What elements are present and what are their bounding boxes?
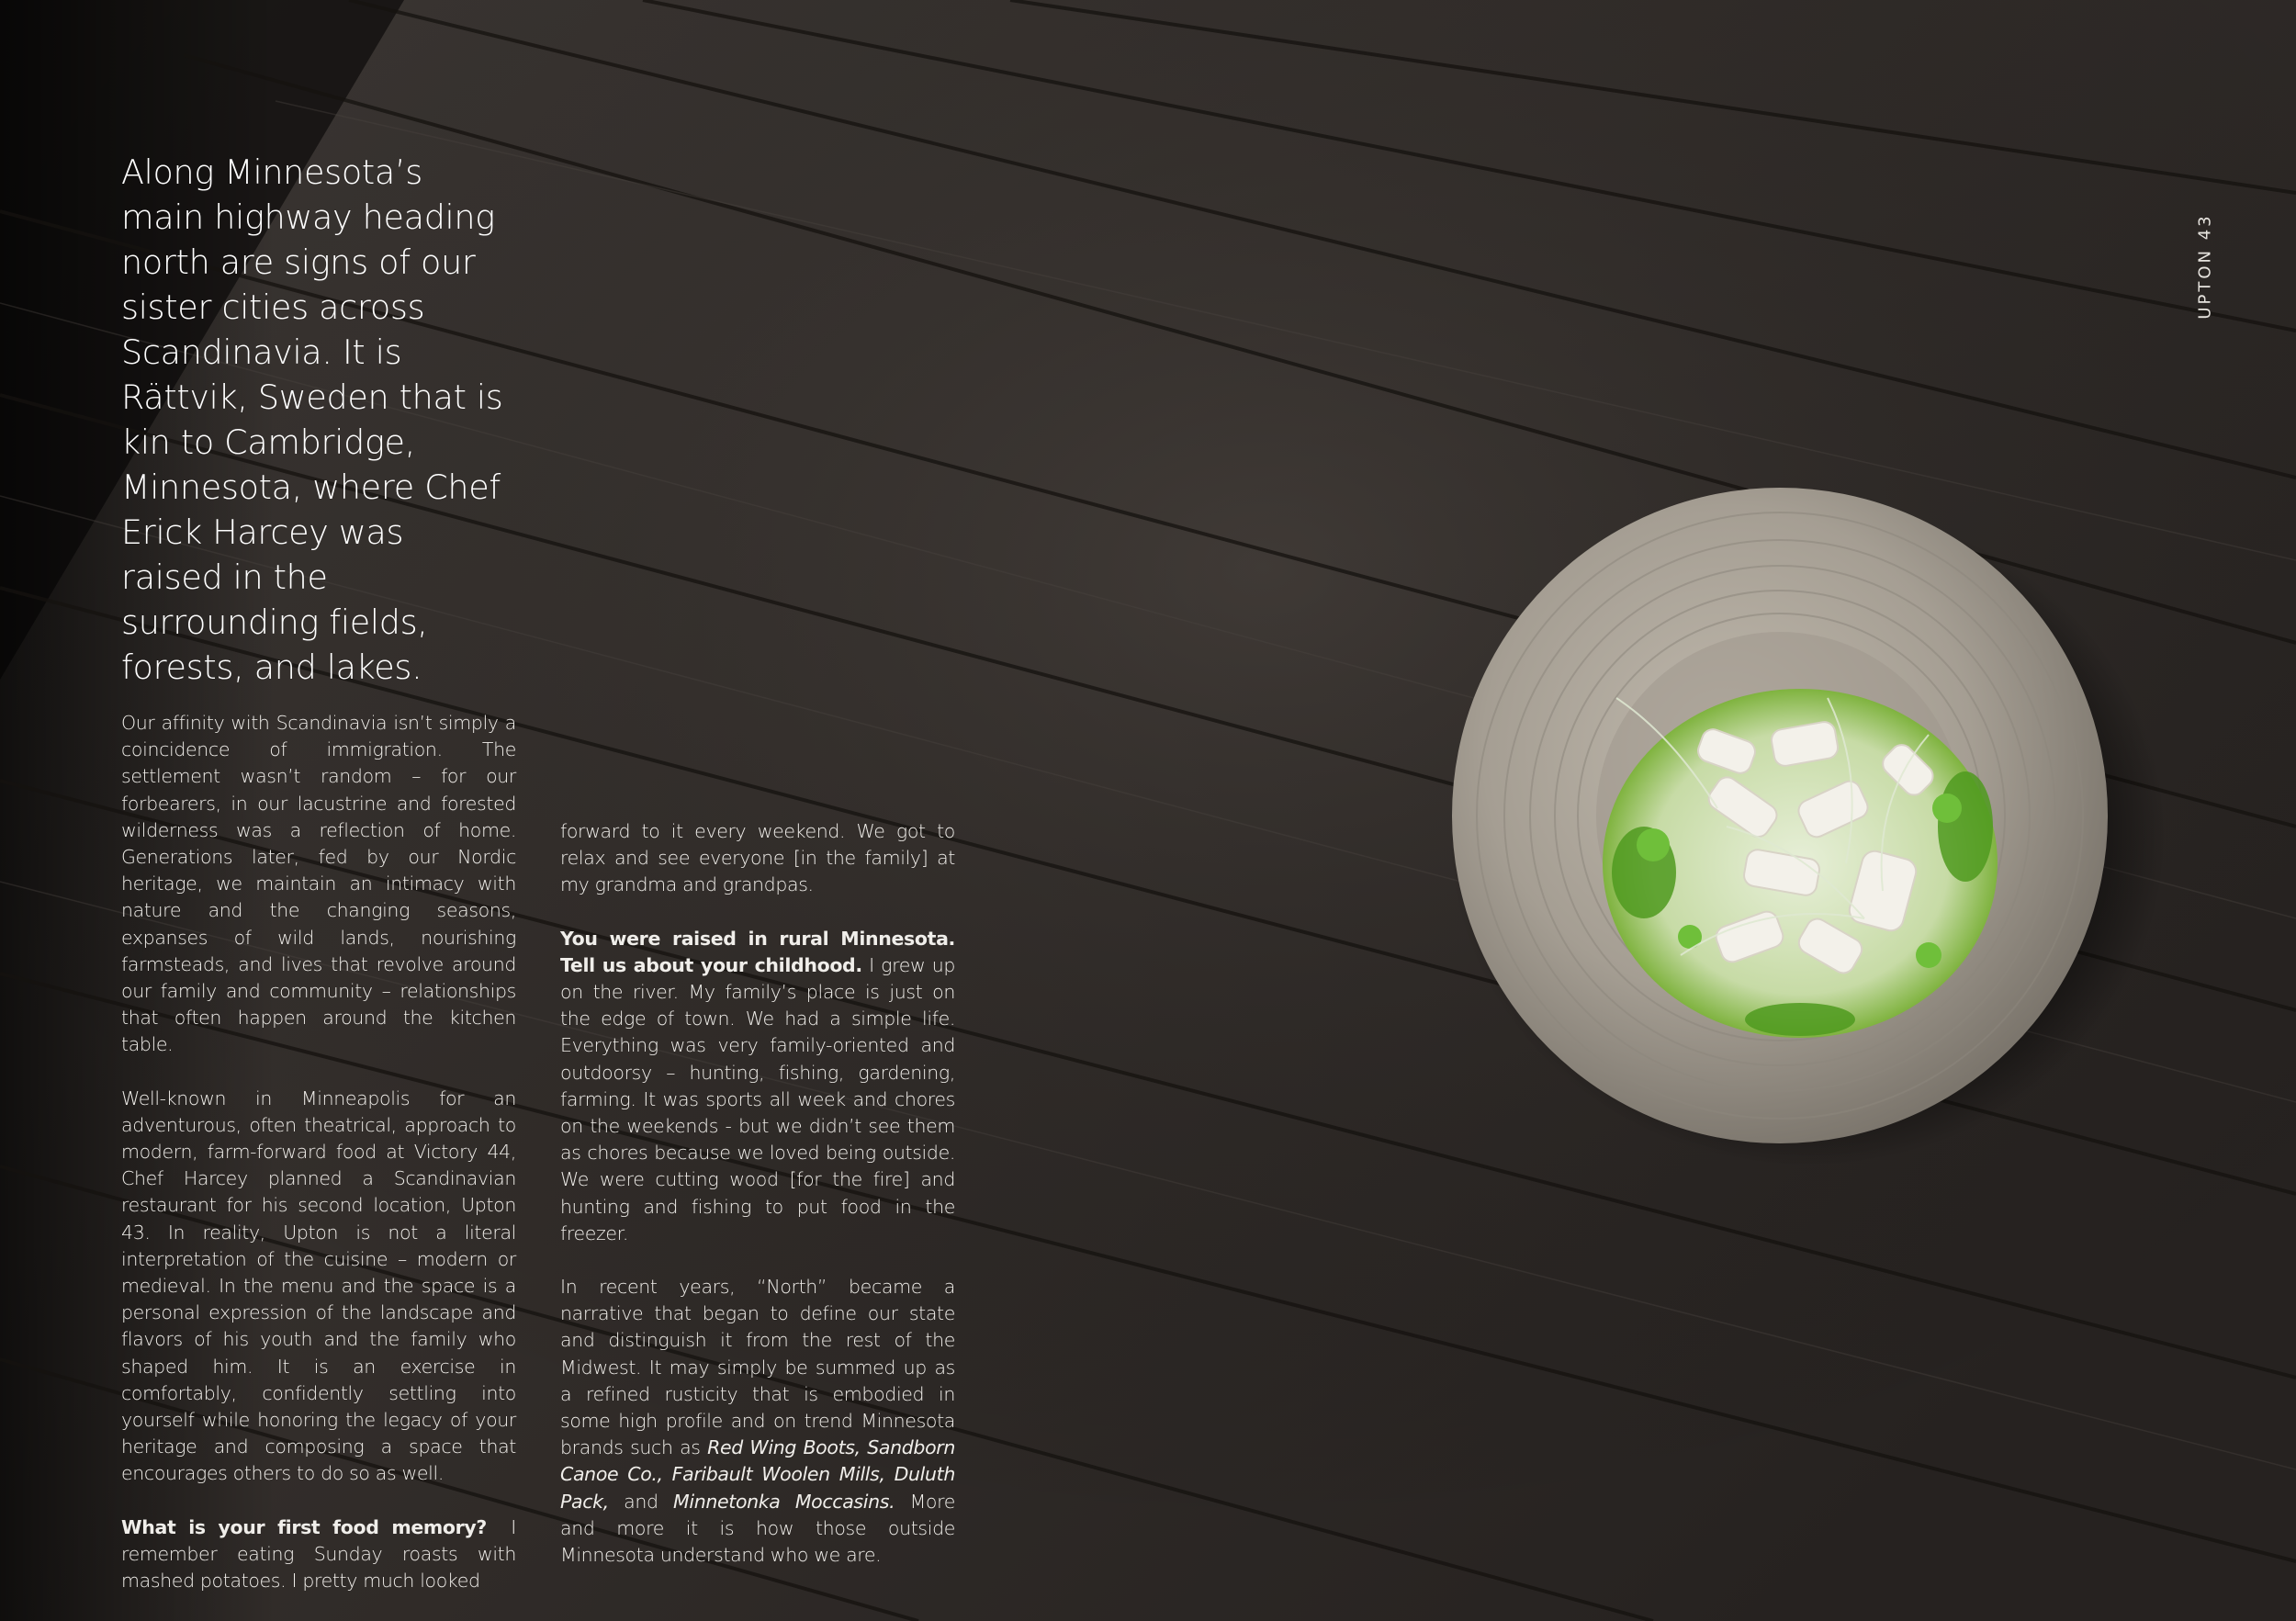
interview-question: What is your first food memory? xyxy=(121,1515,487,1538)
interview-question: You were raised in rural Minnesota. Tell us about your childhood. xyxy=(560,927,955,976)
body-text: More and more it is how those outside Minnesota understand who we are. xyxy=(560,1490,955,1567)
brand-names: Minnetonka Moccasins. xyxy=(673,1490,895,1513)
interview-paragraph xyxy=(121,1514,516,1595)
brand-names: Red Wing Boots, Sandborn Canoe Co., Faribault Woolen Mills, Duluth Pack, xyxy=(560,1436,955,1513)
body-paragraph xyxy=(560,1274,955,1569)
body-paragraph: Well-known in Minneapolis for an adventurous, often theatrical, approach to modern, farm-forward food at Victory 44, Chef Harcey planned a Scandinavian restaurant for his second location, Upton 43. In reality, Upton is not a literal interpretation of the cuisine – modern or medieval. In the menu and the space is a personal expression of the landscape and flavors of his youth and the family who shaped him. It is an exercise in comfortably, confidently settling into yourself while honoring the legacy of your heritage and composing a space that encourages others to do so as well. xyxy=(121,1086,516,1485)
interview-answer: I remember eating Sunday roasts with mashed potatoes. I pretty much looked xyxy=(121,1515,516,1593)
body-paragraph: Our affinity with Scandinavia isn’t simply a coincidence of immigration. The settlement wasn’t random – for our forbearers, in our lacustrine and forested wilderness was a reflection of home. Generations later, fed by our Nordic heritage, we maintain an intimacy with nature and the changing seasons, expanses of wild lands, nourishing farmsteads, and lives that revolve around our family and community – relationships that often happen around the kitchen table. xyxy=(121,712,516,1056)
body-text: In recent years, “North” became a narrative that began to define our state and distinguish it from the rest of the Midwest. It may simply be summed up as a refined rusticity that is embodied in some high profile and on trend Minnesota brands such as xyxy=(560,1276,955,1459)
body-paragraph: forward to it every weekend. We got to relax and see everyone [in the family] at my grandma and grandpas. xyxy=(560,820,955,896)
running-head: UPTON 43 xyxy=(2195,213,2215,320)
interview-paragraph xyxy=(560,926,955,1247)
intro-paragraph: Along Minnesota’s main highway heading north are signs of our sister cities across Scandinavia. It is Rättvik, Sweden that is kin to Cambridge, Minnesota, where Chef Erick Harcey was raised in the surrounding fields, forests, and lakes. xyxy=(121,152,503,687)
interview-answer: I grew up on the river. My family’s place is just on the edge of town. We had a simple life. Everything was very family-oriented and outdoorsy – hunting, fishing, gardening, farming. It was sports all week and chores on the weekends - but we didn’t see them as chores because we loved being outside. We were cutting wood [for the fire] and hunting and fishing to put food in the freezer. xyxy=(560,953,955,1244)
body-column-right xyxy=(560,818,955,1595)
body-text: and xyxy=(624,1490,658,1513)
body-column-left xyxy=(121,710,516,1621)
